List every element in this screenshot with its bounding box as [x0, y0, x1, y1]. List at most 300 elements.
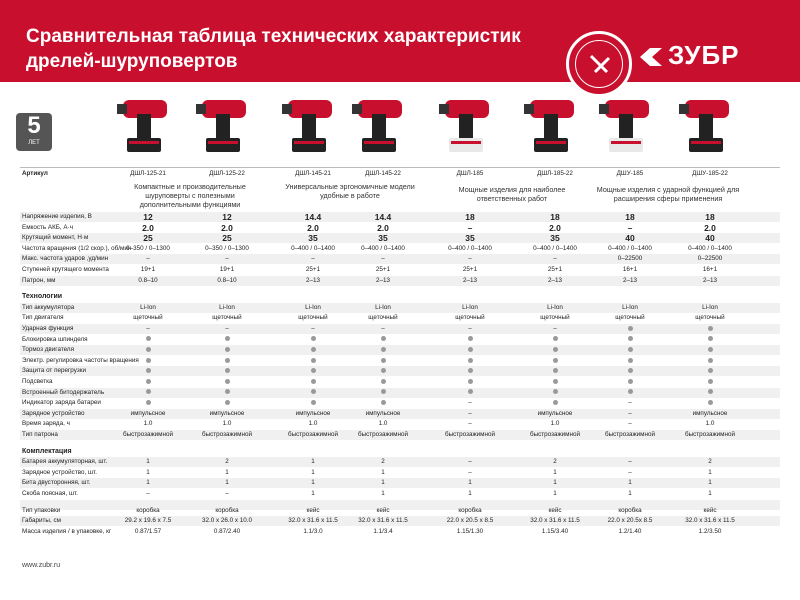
spec-label: Встроенный битодержатель — [22, 388, 105, 396]
spec-row — [20, 388, 780, 398]
dot-icon — [381, 368, 386, 373]
feature-dot-icon — [520, 356, 590, 366]
spec-value: 1 — [311, 479, 315, 487]
feature-dot-icon — [278, 388, 348, 398]
spec-value: 0.8–10 — [217, 276, 237, 284]
feature-dot-icon — [435, 366, 505, 376]
model-name: ДШЛ-125-22 — [209, 170, 245, 177]
spec-label: Тип упаковки — [22, 506, 61, 514]
spec-row — [20, 303, 780, 313]
feature-dot-icon — [675, 366, 745, 376]
feature-dot-icon — [595, 345, 665, 355]
spec-value: 19+1 — [219, 266, 235, 273]
spec-value: 2.0 — [704, 222, 716, 233]
warranty-years: 5 — [27, 112, 41, 139]
feature-dot-icon — [113, 335, 183, 345]
dot-icon — [468, 347, 473, 352]
dot-icon — [225, 400, 230, 405]
spec-label: Тип патрона — [22, 431, 58, 438]
spec-value: 1 — [381, 468, 385, 476]
spec-label: Тип аккумулятора — [22, 303, 75, 311]
dot-icon — [225, 336, 230, 341]
spec-value: 0–350 / 0–1300 — [126, 244, 170, 252]
spec-label: Зарядное устройство, шт. — [22, 468, 97, 476]
spec-value: 25+1 — [462, 266, 478, 273]
spec-row — [20, 527, 780, 537]
dot-icon — [708, 379, 713, 384]
dot-icon — [381, 358, 386, 363]
spec-value: 2.0 — [377, 222, 389, 233]
feature-dot-icon — [113, 366, 183, 376]
spec-value: импульсное — [365, 409, 401, 417]
spec-value: 25+1 — [547, 266, 563, 273]
spec-value: – — [311, 325, 315, 332]
feature-dot-icon — [435, 377, 505, 387]
feature-dot-icon — [348, 345, 418, 355]
section-header-row — [20, 447, 780, 457]
dot-icon — [553, 368, 558, 373]
group-description: Мощные изделия для наиболее ответственных работ — [458, 185, 566, 203]
spec-value: 22.0 x 20.5 x 8.5 — [446, 517, 494, 525]
dot-icon — [468, 368, 473, 373]
title-line-1: Сравнительная таблица технических характеристик — [26, 26, 521, 47]
dot-icon — [311, 336, 316, 341]
spec-value: Li-Ion — [375, 303, 391, 311]
spec-row — [20, 313, 780, 323]
dot-icon — [628, 336, 633, 341]
feature-dot-icon — [675, 388, 745, 398]
spec-value: 1.0 — [308, 420, 318, 428]
feature-dot-icon — [113, 377, 183, 387]
dot-icon — [146, 389, 151, 394]
feature-dot-icon — [192, 377, 262, 387]
dot-icon — [146, 347, 151, 352]
spec-value: 1 — [553, 479, 557, 487]
dot-icon — [468, 358, 473, 363]
brand-mark-icon — [640, 48, 662, 66]
feature-dot-icon — [278, 356, 348, 366]
spec-value: 1 — [628, 479, 632, 487]
brand-name: ЗУБР — [668, 40, 740, 70]
dot-icon — [225, 379, 230, 384]
dot-icon — [708, 347, 713, 352]
spec-value: 1.2/3.50 — [698, 527, 722, 535]
feature-dot-icon — [435, 345, 505, 355]
spec-value: – — [468, 255, 472, 263]
spec-value: 2–13 — [462, 276, 477, 284]
dot-icon — [708, 336, 713, 341]
drill-product-image — [348, 92, 418, 164]
model-name: ДШУ-185-22 — [692, 170, 728, 177]
spec-value: 1 — [381, 490, 385, 497]
dot-icon — [468, 389, 473, 394]
spec-value: щеточный — [133, 314, 163, 322]
spec-label: Масса изделия / в упаковке, кг — [22, 527, 112, 535]
spec-value: 35 — [378, 233, 388, 244]
spec-value: 14.4 — [304, 212, 322, 222]
spec-value: 1 — [708, 479, 712, 487]
drill-product-image — [520, 92, 590, 164]
spec-value: коробка — [215, 506, 239, 514]
model-header-row — [20, 169, 780, 179]
spec-label: Батарея аккумуляторная, шт. — [22, 458, 108, 466]
feature-dot-icon — [520, 388, 590, 398]
dot-icon — [146, 400, 151, 405]
spec-value: кейс — [306, 506, 320, 514]
spec-value: быстрозажимной — [357, 431, 409, 438]
dot-icon — [553, 336, 558, 341]
model-name: ДШЛ-125-21 — [130, 170, 166, 177]
dot-icon — [553, 400, 558, 405]
drill-product-image — [435, 92, 505, 164]
spec-value: 32.0 x 31.6 x 11.5 — [530, 517, 580, 525]
spec-value: Li-Ion — [702, 303, 718, 311]
spec-value: 2 — [381, 458, 385, 466]
feature-dot-icon — [520, 377, 590, 387]
dot-icon — [311, 358, 316, 363]
spec-label: Патрон, мм — [22, 276, 56, 284]
dot-icon — [468, 379, 473, 384]
feature-dot-icon — [520, 366, 590, 376]
drill-product-image — [192, 92, 262, 164]
feature-dot-icon — [113, 388, 183, 398]
spec-value: 2–13 — [622, 276, 637, 284]
spec-value: 2–13 — [305, 276, 320, 284]
spec-value: 22.0 x 20.5x 8.5 — [607, 517, 653, 525]
dot-icon — [708, 400, 713, 405]
spec-value: импульсное — [130, 409, 166, 417]
spec-value: 1.0 — [705, 420, 715, 428]
feature-dot-icon — [675, 356, 745, 366]
spec-row — [20, 366, 780, 376]
spec-value: 2.0 — [221, 222, 233, 233]
spec-value: 1.15/3.40 — [541, 527, 569, 535]
page-title — [26, 24, 521, 74]
spec-value: – — [225, 255, 229, 263]
spec-value: 32.0 x 31.6 x 11.5 — [358, 517, 408, 525]
dot-icon — [628, 368, 633, 373]
spec-label: Время заряда, ч — [22, 420, 70, 428]
spec-value: кейс — [376, 506, 390, 514]
dot-icon — [553, 379, 558, 384]
spec-value: – — [628, 458, 632, 466]
spec-value: 16+1 — [702, 266, 718, 273]
feature-dot-icon — [278, 345, 348, 355]
spec-value: кейс — [548, 506, 562, 514]
spec-row — [20, 377, 780, 387]
dot-icon — [146, 358, 151, 363]
spec-label: Защита от перегрузки — [22, 367, 87, 375]
spec-value: 2 — [708, 458, 712, 466]
spec-value: 1.2/1.40 — [618, 527, 642, 535]
spec-value: 0–400 / 0–1400 — [688, 244, 732, 252]
feature-dot-icon — [348, 377, 418, 387]
spec-value: 0–400 / 0–1400 — [533, 244, 577, 252]
spec-value: 12 — [143, 212, 153, 222]
spec-value: 0–400 / 0–1400 — [608, 244, 652, 252]
spec-label: Зарядное устройство — [22, 409, 85, 417]
dot-icon — [628, 326, 633, 331]
title-line-2: дрелей-шуруповертов — [26, 51, 238, 72]
spec-value: щеточный — [615, 314, 645, 322]
spec-value: – — [628, 399, 632, 407]
feature-dot-icon — [348, 398, 418, 408]
spec-value: – — [553, 325, 557, 332]
spec-value: 1 — [468, 479, 472, 487]
header-banner — [0, 0, 800, 82]
spec-value: 2 — [225, 458, 229, 466]
spec-value: 18 — [705, 212, 715, 222]
spec-label: Тип двигателя — [22, 314, 64, 322]
spec-value: – — [628, 468, 632, 476]
spec-value: 1 — [146, 468, 150, 476]
spec-value: 1.1/3.4 — [373, 527, 393, 535]
spec-label: Скоба поясная, шт. — [22, 490, 78, 497]
spec-value: 0–22500 — [697, 255, 723, 263]
spec-label: Блокировка шпинделя — [22, 335, 88, 343]
article-label: Артикул — [22, 170, 48, 177]
dot-icon — [146, 379, 151, 384]
feature-dot-icon — [278, 366, 348, 376]
feature-dot-icon — [595, 356, 665, 366]
spec-value: 1 — [146, 458, 150, 466]
spec-value: 40 — [705, 233, 715, 244]
model-name: ДШУ-185 — [616, 170, 644, 177]
warranty-label: ЛЕТ — [28, 140, 40, 146]
group-description: Мощные изделия с ударной функцией для расширения сферы применения — [596, 185, 740, 203]
spec-value: – — [468, 409, 472, 417]
dot-icon — [311, 389, 316, 394]
dot-icon — [311, 347, 316, 352]
dot-icon — [628, 347, 633, 352]
feature-dot-icon — [278, 398, 348, 408]
spec-value: 1.0 — [550, 420, 560, 428]
spec-value: 1 — [468, 490, 472, 497]
dot-icon — [311, 368, 316, 373]
feature-dot-icon — [278, 377, 348, 387]
spec-value: щеточный — [455, 314, 485, 322]
spec-value: 12 — [222, 212, 232, 222]
spec-row — [20, 430, 780, 440]
spec-value: – — [225, 490, 229, 497]
spec-value: Li-Ion — [140, 303, 156, 311]
spec-label: Крутящий момент, Н·м — [22, 234, 89, 242]
spec-value: – — [146, 255, 150, 263]
spec-value: 0–400 / 0–1400 — [291, 244, 335, 252]
feature-dot-icon — [675, 335, 745, 345]
spec-value: 1 — [311, 490, 315, 497]
spec-row — [20, 254, 780, 264]
spec-value: – — [553, 255, 557, 263]
feature-dot-icon — [435, 388, 505, 398]
spec-value: 2 — [553, 458, 557, 466]
spec-value: 32.0 x 26.0 x 10.0 — [201, 517, 253, 525]
drill-product-image — [675, 92, 745, 164]
spec-row — [20, 233, 780, 243]
feature-dot-icon — [113, 398, 183, 408]
feature-dot-icon — [192, 335, 262, 345]
spec-row — [20, 244, 780, 254]
spec-value: 0–400 / 0–1400 — [448, 244, 492, 252]
spec-value: 25+1 — [375, 266, 391, 273]
spec-value: 25 — [222, 233, 232, 244]
feature-dot-icon — [348, 335, 418, 345]
spec-value: 1 — [708, 468, 712, 476]
spec-value: щеточный — [368, 314, 398, 322]
spec-value: 0–22500 — [617, 255, 643, 263]
spec-value: 16+1 — [622, 266, 638, 273]
spec-value: Li-Ion — [462, 303, 478, 311]
spec-row — [20, 409, 780, 419]
feature-dot-icon — [675, 377, 745, 387]
spec-value: – — [468, 399, 472, 407]
feature-dot-icon — [520, 335, 590, 345]
spec-row — [20, 516, 780, 526]
spec-value: 0.87/1.57 — [134, 527, 162, 535]
spec-row — [20, 335, 780, 345]
spec-value: – — [467, 222, 473, 233]
spec-row — [20, 265, 780, 275]
footer-url: www.zubr.ru — [22, 562, 61, 569]
spec-label: Бита двусторонняя, шт. — [22, 479, 91, 487]
dot-icon — [146, 336, 151, 341]
section-header-row — [20, 292, 780, 302]
spec-value: 0.87/2.40 — [213, 527, 241, 535]
drill-product-image — [113, 92, 183, 164]
spec-value: 1.1/3.0 — [303, 527, 323, 535]
spec-label: Подсветка — [22, 378, 53, 385]
spec-value: Li-Ion — [219, 303, 235, 311]
feature-dot-icon — [595, 335, 665, 345]
spec-label: Индикатор заряда батареи — [22, 399, 101, 407]
spec-value: – — [627, 222, 633, 233]
feature-dot-icon — [192, 366, 262, 376]
feature-dot-icon — [435, 335, 505, 345]
spec-value: 1.0 — [378, 420, 388, 428]
feature-dot-icon — [278, 335, 348, 345]
dot-icon — [146, 368, 151, 373]
spec-label: Ударная функция — [22, 325, 74, 332]
spec-value: 32.0 x 31.6 x 11.5 — [685, 517, 735, 525]
spec-value: коробка — [458, 506, 482, 514]
dot-icon — [311, 379, 316, 384]
spec-value: щеточный — [695, 314, 725, 322]
spec-value: импульсное — [295, 409, 331, 417]
spec-value: 1 — [225, 479, 229, 487]
spec-label: Макс. частота ударов ,уд/мин — [22, 255, 109, 263]
feature-dot-icon — [595, 324, 665, 334]
spec-row — [20, 345, 780, 355]
feature-dot-icon — [192, 398, 262, 408]
model-name: ДШЛ-145-22 — [365, 170, 401, 177]
spec-value: 1.0 — [143, 420, 153, 428]
brand-logo — [640, 40, 740, 71]
spec-value: быстрозажимной — [287, 431, 339, 438]
dot-icon — [468, 336, 473, 341]
dot-icon — [708, 326, 713, 331]
dot-icon — [708, 389, 713, 394]
dot-icon — [381, 336, 386, 341]
dot-icon — [381, 379, 386, 384]
spec-value: 32.0 x 31.6 x 11.5 — [288, 517, 338, 525]
spec-value: 35 — [550, 233, 560, 244]
spec-value: 1 — [311, 468, 315, 476]
drill-product-image — [595, 92, 665, 164]
spec-value: 1 — [225, 468, 229, 476]
spec-value: 14.4 — [374, 212, 392, 222]
dot-icon — [553, 389, 558, 394]
model-name: ДШЛ-185 — [456, 170, 484, 177]
section-title: Комплектация — [22, 447, 72, 455]
spec-value: импульсное — [692, 409, 728, 417]
spec-value: 29.2 x 19.6 x 7.5 — [124, 517, 172, 525]
spec-value: 2.0 — [549, 222, 561, 233]
spec-value: кейс — [703, 506, 717, 514]
header-divider — [20, 167, 780, 168]
dot-icon — [381, 389, 386, 394]
spec-value: щеточный — [540, 314, 570, 322]
dot-icon — [381, 347, 386, 352]
spec-row — [20, 468, 780, 478]
spec-value: 1 — [708, 490, 712, 497]
spec-label: Напряжение изделия, В — [22, 213, 92, 220]
feature-dot-icon — [675, 324, 745, 334]
spec-value: 19+1 — [140, 266, 156, 273]
dot-icon — [225, 358, 230, 363]
dot-icon — [225, 368, 230, 373]
spec-value: – — [225, 325, 229, 332]
spec-value: быстрозажимной — [684, 431, 736, 438]
warranty-badge — [16, 113, 52, 151]
spec-value: 0–350 / 0–1300 — [205, 244, 249, 252]
dot-icon — [311, 400, 316, 405]
spec-value: щеточный — [212, 314, 242, 322]
spec-value: 18 — [625, 212, 635, 222]
spec-value: 2–13 — [702, 276, 717, 284]
spec-value: 2.0 — [142, 222, 154, 233]
spec-value: 35 — [308, 233, 318, 244]
dot-icon — [225, 347, 230, 352]
spec-label: Частота вращения (1/2 скор.), об/мин — [22, 244, 132, 252]
spec-value: Li-Ion — [547, 303, 563, 311]
spec-value: быстрозажимной — [122, 431, 174, 438]
feature-dot-icon — [595, 388, 665, 398]
feature-dot-icon — [675, 398, 745, 408]
spec-value: – — [311, 255, 315, 263]
model-name: ДШЛ-185-22 — [537, 170, 573, 177]
spec-value: 0.8–10 — [138, 276, 158, 284]
spec-value: 40 — [625, 233, 635, 244]
spec-value: щеточный — [298, 314, 328, 322]
spec-value: – — [146, 325, 150, 332]
spec-value: импульсное — [537, 409, 573, 417]
spec-value: импульсное — [209, 409, 245, 417]
spec-label: Габариты, см — [22, 517, 61, 525]
feature-dot-icon — [348, 388, 418, 398]
spec-row — [20, 398, 780, 408]
feature-dot-icon — [348, 366, 418, 376]
spec-value: – — [381, 255, 385, 263]
spec-value: 0–400 / 0–1400 — [361, 244, 405, 252]
spec-row — [20, 324, 780, 334]
spec-value: коробка — [618, 506, 642, 514]
spec-row — [20, 419, 780, 429]
feature-dot-icon — [348, 356, 418, 366]
spec-value: – — [468, 325, 472, 332]
spec-value: 1 — [311, 458, 315, 466]
spec-value: быстрозажимной — [604, 431, 656, 438]
feature-dot-icon — [192, 345, 262, 355]
